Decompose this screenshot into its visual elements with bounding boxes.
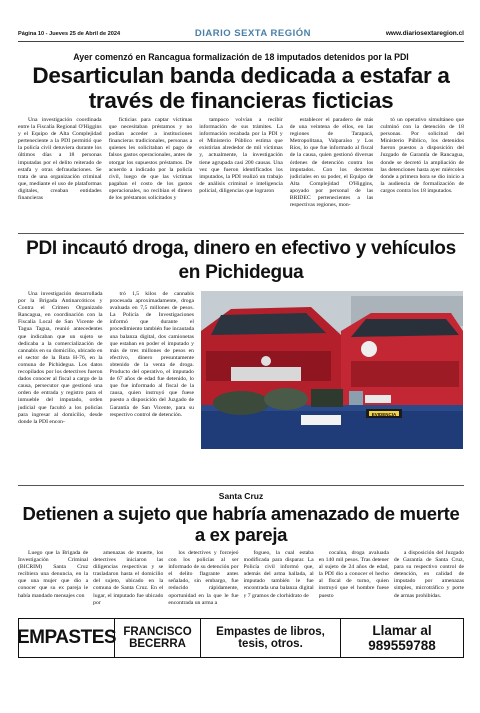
article3-kicker: Santa Cruz xyxy=(218,491,264,501)
ad-services-line: tesis, otros. xyxy=(238,638,303,650)
article1-column: tampoco volvían a recibir información de sus trámites. La información recabada por la PDI y el Ministerio Público estima que existirían alrededor de mil víctimas y, actualmente, la investigación tiene agrupada casi 200 causas. Una vez que fueron identificados los imputados, la PDI realizó un trabajo de análisis criminal e inteligencia policial, diligencias que lograron xyxy=(199,117,283,194)
article3-column: cocaína, droga avaluada en 140 mil pesos. Tras detener al sujeto de 24 años de edad, la PDI dio a conocer el hecho al fiscal de turno, quien instruyó que el hombre fuese puesto xyxy=(318,550,389,599)
evidence-sign-text: EVIDENCIA xyxy=(371,412,397,417)
page-number-date: Página 10 - Jueves 25 de Abril de 2024 xyxy=(18,30,121,37)
article1-body xyxy=(18,117,464,230)
article2-title: PDI incautó droga, dinero en efectivo y vehículos en Pichidegua xyxy=(26,238,456,283)
article2-column: Una investigación desarrollada por la Brigada Antinarcóticos y Contra el Crimen Organizado Rancagua, en coordinación con la Fiscalía Local de San Vicente de Tagua Tagua, reunió antecedentes que indicaban que un sujeto se dedicaba a la comercialización de cannabis en su domicilio, ubicado en el sector de la Ruta H-76, en la comuna de Pichidegua. Los datos recopilados por los detectives fueron dados conocer al fiscal a cargo de la causa, persecutor que gestionó una orden de entrada y registro para el inmueble del imputado, orden judicial que facultó a los policías para ingresar al domicilio, desde donde la PDI encon- xyxy=(18,291,103,425)
section-divider xyxy=(18,485,464,486)
ad-brand: EMPASTES xyxy=(19,619,115,657)
newspaper-name: DIARIO SEXTA REGIÓN xyxy=(194,28,312,39)
page-header xyxy=(18,26,464,42)
article2-body xyxy=(18,291,194,481)
article1-column: tó un operativo simultáneo que culminó con la detención de 18 personas. Por solicitud del Ministerio Público, los detenidos fueron puestos a disposición del Juzgado de Garantía de Rancagua, donde se decretó la ampliación de las detenciones hasta ayer miércoles donde a primera hora se dio inicio a la audiencia de formalización de cargos contra los 18 imputados. xyxy=(380,117,464,194)
ad-services-line: Empastes de libros, xyxy=(216,625,325,638)
article3-column: amenazas de muerte, los detectives iniciaron las diligencias respectivas y se trasladaron hasta el domicilio del sujeto, ubicado en la comuna de Santa Cruz. En el lugar, el imputado fue ubicado por xyxy=(93,550,164,606)
article3-column: Luego que la Brigada de Investigación Criminal (BICRIM) Santa Cruz recibiera una denuncia, en la que una mujer que dio a conocer que su ex pareja le había mandado mensajes con xyxy=(18,550,89,599)
article1-title: Desarticulan banda dedicada a estafar a través de financieras ficticias xyxy=(32,63,450,113)
ad-advertiser-name xyxy=(115,619,201,657)
article3-body xyxy=(18,550,464,614)
advertisement-banner xyxy=(18,618,464,658)
article1-column: Una investigación coordinada entre la Fiscalía Regional O'Higgins y el Equipo de Alta Complejidad perteneciente a la PDI permitió que la policía civil detuviera durante los últimos días a 18 personas imputadas por el delito reiterado de estafa y otras defraudaciones. Se trata de una organización criminal que, mediante el uso de plataformas digitales, creaban entidades financieras xyxy=(18,117,102,202)
article1-kicker: Ayer comenzó en Rancagua formalización de 18 imputados detenidos por la PDI xyxy=(73,52,409,62)
article3-title: Detienen a sujeto que habría amenazado de muerte a ex pareja xyxy=(22,503,460,545)
article3-column: fogueo, la cual estaba modificada para disparar. La Policía civil informó que, además del arma hallada, al imputado también le fue encontrada una balanza digital y 7 gramos de clorhidrato de xyxy=(243,550,314,599)
evidence-photo-illustration xyxy=(201,291,463,449)
ad-phone-number[interactable]: Llamar al 989559788 xyxy=(368,623,436,653)
article3-column: a disposición del Juzgado de Garantía de Santa Cruz, para su respectivo control de detención, en calidad de imputado por amenazas simples, microtráfico y porte de armas prohibidas. xyxy=(393,550,465,599)
article1-column: ficticias para captar víctimas que necesitaban préstamos y no podían acceder a instituciones financieras tradicionales, personas a quienes les solicitaban el pago de falsos gastos operacionales, antes de otorgar los supuestos préstamos. De acuerdo a indicado por la policía civil, luego de que las víctimas pagaban el costo de los gastos operacionales, no recibían el dinero de los préstamos solicitados y xyxy=(108,117,193,202)
evidence-photo xyxy=(201,291,463,449)
website-url[interactable]: www.diariosextaregion.cl xyxy=(385,30,464,37)
article2-column: tró 1,5 kilos de cannabis procesada aproximadamente, droga avaluada en 7,5 millones de pesos. La Policía de Investigaciones informó que durante el procedimiento también fue incautada una balanza digital, dos camionetas que estaban en poder el imputado y más de tres millones de pesos en efectivo, dinero presuntamente obtenido de la venta de droga. Producto del operativo, el imputado de 67 años de edad fue detenido, lo que fue informado al fiscal de la causa, quien instruyó que fuese puesto a disposición del Juzgado de Garantía de San Vicente, para su respectivo control de detención. xyxy=(109,291,194,418)
ad-services xyxy=(201,619,341,657)
ad-name-line: FRANCISCO xyxy=(123,626,192,638)
article1-column: establecer el paradero de más de una veintena de ellos, en las regiones de Tarapacá, Metropolitana, Valparaíso y Los Ríos, lo que fue informado al fiscal de la causa, quien gestionó diversas órdenes de detención contra los imputados. Con los decretos judiciales en su poder, el Equipo de Alta Complejidad O'Higgins, apoyado por personal de las BRIDEC pertenecientes a las respectivas regiones, mon- xyxy=(289,117,374,209)
section-divider xyxy=(18,233,464,234)
article3-column: los detectives y forcejeó con los policías al ser informado de su detención por el delito flagrante antes señalado, sin embargo, fue reducido rápidamente, oportunidad en la que le fue encontrada un arma a xyxy=(168,550,239,606)
ad-name-line: BECERRA xyxy=(129,638,186,650)
